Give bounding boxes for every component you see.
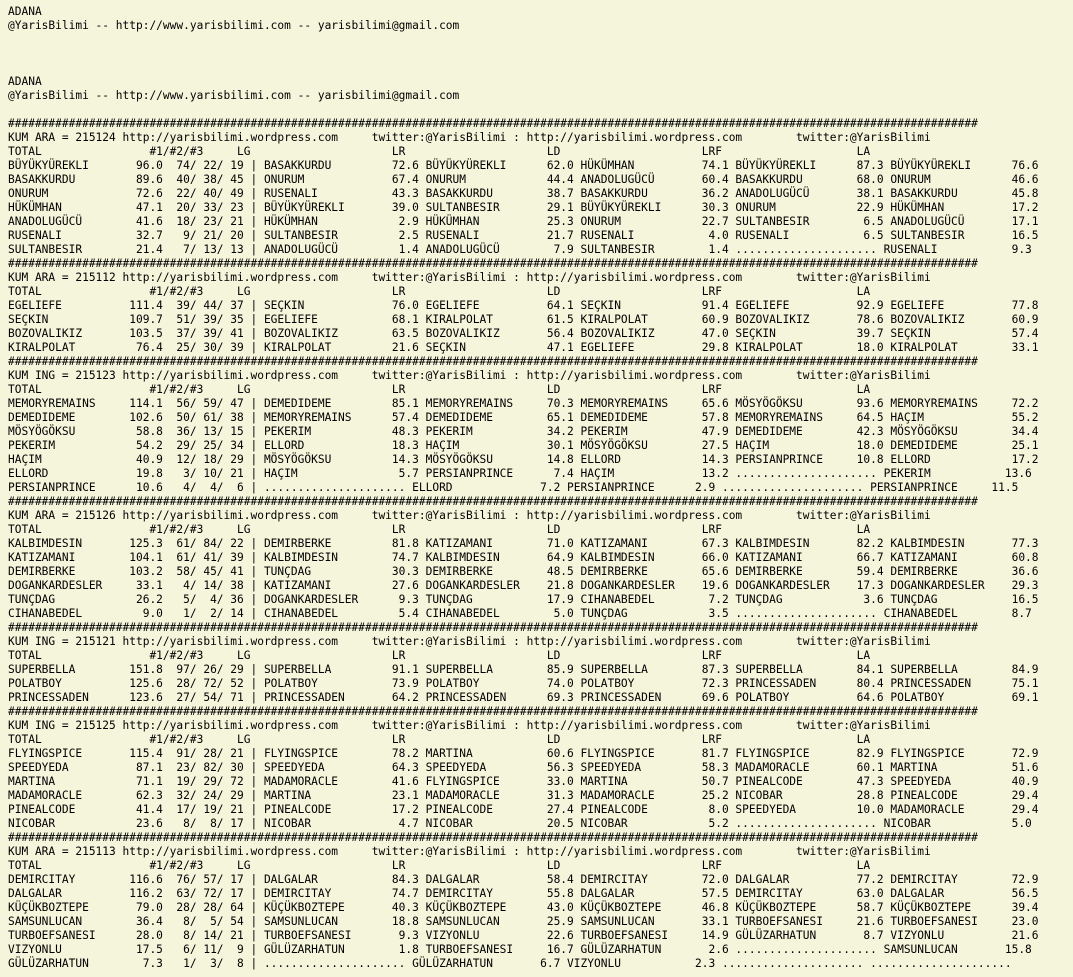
- column-headers: TOTAL #1/#2/#3 LG LR LD LRF LA: [8, 523, 871, 536]
- blank-line: [8, 47, 1073, 61]
- separator-line: ################################################################################################################################################: [8, 621, 978, 634]
- contact-line: @YarisBilimi -- http://www.yarisbilimi.com -- yarisbilimi@gmail.com: [8, 19, 460, 32]
- column-headers: TOTAL #1/#2/#3 LG LR LD LRF LA: [8, 733, 871, 746]
- table-row: PINEALCODE 41.4 17/ 19/ 21 | PINEALCODE 17.2 PINEALCODE 27.4 PINEALCODE 8.0 SPEEDYEDA 10.0 MADAMORACLE 29.4: [8, 803, 1039, 816]
- table-row: MARTINA 71.1 19/ 29/ 72 | MADAMORACLE 41.6 FLYINGSPICE 33.0 MARTINA 50.7 PINEALCODE 47.3 SPEEDYEDA 40.9: [8, 775, 1039, 788]
- table-row: ONURUM 72.6 22/ 40/ 49 | RUSENALI 43.3 BASAKKURDU 38.7 BASAKKURDU 36.2 ANADOLUGÜCÜ 38.1 BASAKKURDU 45.8: [8, 187, 1039, 200]
- race-title: KUM ING = 215121 http://yarisbilimi.wordpress.com twitter:@YarisBilimi : http://yarisbilimi.wordpress.com twitter:@YarisBilimi: [8, 635, 931, 648]
- separator-line: ################################################################################################################################################: [8, 705, 978, 718]
- table-row: ELLORD 19.8 3/ 10/ 21 | HAÇIM 5.7 PERSIANPRINCE 7.4 HAÇIM 13.2 ..................... PEKERIM 13.6: [8, 467, 1032, 480]
- table-row: GÜLÜZARHATUN 7.3 1/ 3/ 8 | ..................... GÜLÜZARHATUN 6.7 VIZYONLU 2.3 ..................... .....................: [8, 957, 1012, 970]
- table-row: PEKERIM 54.2 29/ 25/ 34 | ELLORD 18.3 HAÇIM 30.1 MÖSYÖGÖKSU 27.5 HAÇIM 18.0 DEMEDIDEME 25.1: [8, 439, 1039, 452]
- table-row: PRINCESSADEN 123.6 27/ 54/ 71 | PRINCESSADEN 64.2 PRINCESSADEN 69.3 PRINCESSADEN 69.6 POLATBOY 64.6 POLATBOY 69.1: [8, 691, 1039, 704]
- table-row: CIHANABEDEL 9.0 1/ 2/ 14 | CIHANABEDEL 5.4 CIHANABEDEL 5.0 TUNÇDAG 3.5 ..................... CIHANABEDEL 8.7: [8, 607, 1032, 620]
- table-row: SPEEDYEDA 87.1 23/ 82/ 30 | SPEEDYEDA 64.3 SPEEDYEDA 56.3 SPEEDYEDA 58.3 MADAMORACLE 60.1 MARTINA 51.6: [8, 761, 1039, 774]
- table-row: PERSIANPRINCE 10.6 4/ 4/ 6 | ..................... ELLORD 7.2 PERSIANPRINCE 2.9 ..................... PERSIANPRINCE 11.5: [8, 481, 1019, 494]
- table-row: SULTANBESIR 21.4 7/ 13/ 13 | ANADOLUGÜCÜ 1.4 ANADOLUGÜCÜ 7.9 SULTANBESIR 1.4 ..................... RUSENALI 9.3: [8, 243, 1032, 256]
- table-row: SAMSUNLUCAN 36.4 8/ 5/ 54 | SAMSUNLUCAN 18.8 SAMSUNLUCAN 25.9 SAMSUNLUCAN 33.1 TURBOEFSANESI 21.6 TURBOEFSANESI 23.0: [8, 915, 1039, 928]
- page-title-repeat: ADANA: [8, 75, 42, 88]
- table-row: ANADOLUGÜCÜ 41.6 18/ 23/ 21 | HÜKÜMHAN 2.9 HÜKÜMHAN 25.3 ONURUM 22.7 SULTANBESIR 6.5 ANADOLUGÜCÜ 17.1: [8, 215, 1039, 228]
- table-row: DEMEDIDEME 102.6 50/ 61/ 38 | MEMORYREMAINS 57.4 DEMEDIDEME 65.1 DEMEDIDEME 57.8 MEMORYREMAINS 64.5 HAÇIM 55.2: [8, 411, 1039, 424]
- blank-line: [8, 61, 1073, 75]
- blank-line: [8, 33, 1073, 47]
- table-row: KÜÇÜKBOZTEPE 79.0 28/ 28/ 64 | KÜÇÜKBOZTEPE 40.3 KÜÇÜKBOZTEPE 43.0 KÜÇÜKBOZTEPE 46.8 KÜÇÜKBOZTEPE 58.7 KÜÇÜKBOZTEPE 39.4: [8, 901, 1039, 914]
- table-row: DOGANKARDESLER 33.1 4/ 14/ 38 | KATIZAMANI 27.6 DOGANKARDESLER 21.8 DOGANKARDESLER 19.6 DOGANKARDESLER 17.3 DOGANKARDESLER 29.3: [8, 579, 1039, 592]
- blank-line: [8, 103, 1073, 117]
- column-headers: TOTAL #1/#2/#3 LG LR LD LRF LA: [8, 145, 871, 158]
- table-row: HÜKÜMHAN 47.1 20/ 33/ 23 | BÜYÜKYÜREKLI 39.0 SULTANBESIR 29.1 BÜYÜKYÜREKLI 30.3 ONURUM 22.9 HÜKÜMHAN 17.2: [8, 201, 1039, 214]
- table-row: DALGALAR 116.2 63/ 72/ 17 | DEMIRCITAY 74.7 DEMIRCITAY 55.8 DALGALAR 57.5 DEMIRCITAY 63.0 DALGALAR 56.5: [8, 887, 1039, 900]
- separator-line: ################################################################################################################################################: [8, 257, 978, 270]
- table-row: MÖSYÖGÖKSU 58.8 36/ 13/ 15 | PEKERIM 48.3 PEKERIM 34.2 PEKERIM 47.9 DEMEDIDEME 42.3 MÖSYÖGÖKSU 34.4: [8, 425, 1039, 438]
- table-row: RUSENALI 32.7 9/ 21/ 20 | SULTANBESIR 2.5 RUSENALI 21.7 RUSENALI 4.0 RUSENALI 6.5 SULTANBESIR 16.5: [8, 229, 1039, 242]
- column-headers: TOTAL #1/#2/#3 LG LR LD LRF LA: [8, 859, 871, 872]
- race-title: KUM ARA = 215112 http://yarisbilimi.wordpress.com twitter:@YarisBilimi : http://yarisbilimi.wordpress.com twitter:@YarisBilimi: [8, 271, 931, 284]
- table-row: BÜYÜKYÜREKLI 96.0 74/ 22/ 19 | BASAKKURDU 72.6 BÜYÜKYÜREKLI 62.0 HÜKÜMHAN 74.1 BÜYÜKYÜREKLI 87.3 BÜYÜKYÜREKLI 76.6: [8, 159, 1039, 172]
- table-row: SEÇKIN 109.7 51/ 39/ 35 | EGELIEFE 68.1 KIRALPOLAT 61.5 KIRALPOLAT 60.9 BOZOVALIKIZ 78.6 BOZOVALIKIZ 60.9: [8, 313, 1039, 326]
- table-row: BOZOVALIKIZ 103.5 37/ 39/ 41 | BOZOVALIKIZ 63.5 BOZOVALIKIZ 56.4 BOZOVALIKIZ 47.0 SEÇKIN 39.7 SEÇKIN 57.4: [8, 327, 1039, 340]
- race-title: KUM ARA = 215124 http://yarisbilimi.wordpress.com twitter:@YarisBilimi : http://yarisbilimi.wordpress.com twitter:@YarisBilimi: [8, 131, 931, 144]
- table-row: FLYINGSPICE 115.4 91/ 28/ 21 | FLYINGSPICE 78.2 MARTINA 60.6 FLYINGSPICE 81.7 FLYINGSPICE 82.9 FLYINGSPICE 72.9: [8, 747, 1039, 760]
- race-title: KUM ARA = 215126 http://yarisbilimi.wordpress.com twitter:@YarisBilimi : http://yarisbilimi.wordpress.com twitter:@YarisBilimi: [8, 509, 931, 522]
- table-row: DEMIRCITAY 116.6 76/ 57/ 17 | DALGALAR 84.3 DALGALAR 58.4 DEMIRCITAY 72.0 DALGALAR 77.2 DEMIRCITAY 72.9: [8, 873, 1039, 886]
- table-row: HAÇIM 40.9 12/ 18/ 29 | MÖSYÖGÖKSU 14.3 MÖSYÖGÖKSU 14.8 ELLORD 14.3 PERSIANPRINCE 10.8 ELLORD 17.2: [8, 453, 1039, 466]
- race-title: KUM ARA = 215113 http://yarisbilimi.wordpress.com twitter:@YarisBilimi : http://yarisbilimi.wordpress.com twitter:@YarisBilimi: [8, 845, 931, 858]
- table-row: NICOBAR 23.6 8/ 8/ 17 | NICOBAR 4.7 NICOBAR 20.5 NICOBAR 5.2 ..................... NICOBAR 5.0: [8, 817, 1032, 830]
- race-title: KUM ING = 215123 http://yarisbilimi.wordpress.com twitter:@YarisBilimi : http://yarisbilimi.wordpress.com twitter:@YarisBilimi: [8, 369, 931, 382]
- race-blocks: [8, 117, 1073, 971]
- race-title: KUM ING = 215125 http://yarisbilimi.wordpress.com twitter:@YarisBilimi : http://yarisbilimi.wordpress.com twitter:@YarisBilimi: [8, 719, 931, 732]
- page-title: ADANA: [8, 5, 42, 18]
- table-row: KALBIMDESIN 125.3 61/ 84/ 22 | DEMIRBERKE 81.8 KATIZAMANI 71.0 KATIZAMANI 67.3 KALBIMDESIN 82.2 KALBIMDESIN 77.3: [8, 537, 1039, 550]
- separator-line: ################################################################################################################################################: [8, 831, 978, 844]
- table-row: SUPERBELLA 151.8 97/ 26/ 29 | SUPERBELLA 91.1 SUPERBELLA 85.9 SUPERBELLA 87.3 SUPERBELLA 84.1 SUPERBELLA 84.9: [8, 663, 1039, 676]
- separator-line: ################################################################################################################################################: [8, 495, 978, 508]
- table-row: EGELIEFE 111.4 39/ 44/ 37 | SEÇKIN 76.0 EGELIEFE 64.1 SEÇKIN 91.4 EGELIEFE 92.9 EGELIEFE 77.8: [8, 299, 1039, 312]
- separator-line: ################################################################################################################################################: [8, 117, 978, 130]
- contact-line-repeat: @YarisBilimi -- http://www.yarisbilimi.com -- yarisbilimi@gmail.com: [8, 89, 460, 102]
- table-row: TURBOEFSANESI 28.0 8/ 14/ 21 | TURBOEFSANESI 9.3 VIZYONLU 22.6 TURBOEFSANESI 14.9 GÜLÜZARHATUN 8.7 VIZYONLU 21.6: [8, 929, 1039, 942]
- table-row: KIRALPOLAT 76.4 25/ 30/ 39 | KIRALPOLAT 21.6 SEÇKIN 47.1 EGELIEFE 29.8 KIRALPOLAT 18.0 KIRALPOLAT 33.1: [8, 341, 1039, 354]
- table-row: MADAMORACLE 62.3 32/ 24/ 29 | MARTINA 23.1 MADAMORACLE 31.3 MADAMORACLE 25.2 NICOBAR 28.8 PINEALCODE 29.4: [8, 789, 1039, 802]
- table-row: BASAKKURDU 89.6 40/ 38/ 45 | ONURUM 67.4 ONURUM 44.4 ANADOLUGÜCÜ 60.4 BASAKKURDU 68.0 ONURUM 46.6: [8, 173, 1039, 186]
- column-headers: TOTAL #1/#2/#3 LG LR LD LRF LA: [8, 285, 871, 298]
- table-row: POLATBOY 125.6 28/ 72/ 52 | POLATBOY 73.9 POLATBOY 74.0 POLATBOY 72.3 PRINCESSADEN 80.4 PRINCESSADEN 75.1: [8, 677, 1039, 690]
- separator-line: ################################################################################################################################################: [8, 355, 978, 368]
- column-headers: TOTAL #1/#2/#3 LG LR LD LRF LA: [8, 383, 871, 396]
- table-row: KATIZAMANI 104.1 61/ 41/ 39 | KALBIMDESIN 74.7 KALBIMDESIN 64.9 KALBIMDESIN 66.0 KATIZAMANI 66.7 KATIZAMANI 60.8: [8, 551, 1039, 564]
- table-row: MEMORYREMAINS 114.1 56/ 59/ 47 | DEMEDIDEME 85.1 MEMORYREMAINS 70.3 MEMORYREMAINS 65.6 MÖSYÖGÖKSU 93.6 MEMORYREMAINS 72.2: [8, 397, 1039, 410]
- table-row: VIZYONLU 17.5 6/ 11/ 9 | GÜLÜZARHATUN 1.8 TURBOEFSANESI 16.7 GÜLÜZARHATUN 2.6 ..................... SAMSUNLUCAN 15.8: [8, 943, 1032, 956]
- column-headers: TOTAL #1/#2/#3 LG LR LD LRF LA: [8, 649, 871, 662]
- table-row: DEMIRBERKE 103.2 58/ 45/ 41 | TUNÇDAG 30.3 DEMIRBERKE 48.5 DEMIRBERKE 65.6 DEMIRBERKE 59.4 DEMIRBERKE 36.6: [8, 565, 1039, 578]
- table-row: TUNÇDAG 26.2 5/ 4/ 36 | DOGANKARDESLER 9.3 TUNÇDAG 17.9 CIHANABEDEL 7.2 TUNÇDAG 3.6 TUNÇDAG 16.5: [8, 593, 1039, 606]
